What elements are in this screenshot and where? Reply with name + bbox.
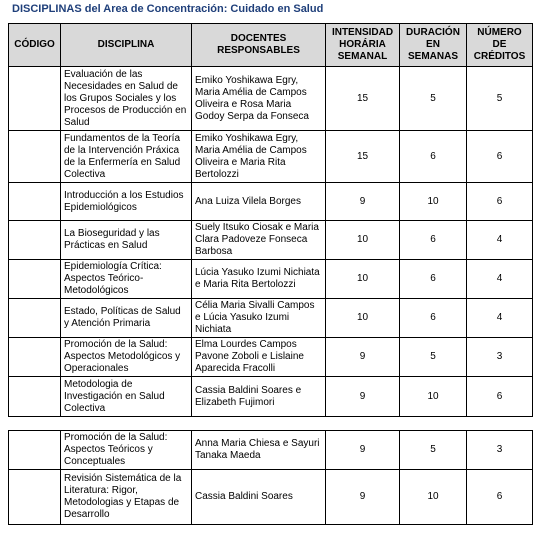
cell-duration: 5 xyxy=(400,67,467,131)
cell-discipline: Introducción a los Estudios Epidemiológicos xyxy=(61,183,192,221)
cell-teachers: Cassia Baldini Soares xyxy=(192,470,326,525)
cell-intensity: 9 xyxy=(326,470,400,525)
cell-duration: 6 xyxy=(400,221,467,260)
cell-teachers: Lúcia Yasuko Izumi Nichiata e Maria Rita Bertolozzi xyxy=(192,260,326,299)
table-row xyxy=(9,470,533,525)
cell-code xyxy=(9,377,61,417)
page-title: DISCIPLINAS del Area de Concentración: Cuidado en Salud xyxy=(12,3,324,15)
cell-code xyxy=(9,338,61,377)
cell-teachers: Célia Maria Sivalli Campos e Lúcia Yasuko Izumi Nichiata xyxy=(192,299,326,338)
header-teachers: DOCENTES RESPONSABLES xyxy=(192,24,326,67)
cell-teachers: Anna Maria Chiesa e Sayuri Tanaka Maeda xyxy=(192,431,326,470)
cell-discipline: La Bioseguridad y las Prácticas en Salud xyxy=(61,221,192,260)
cell-discipline: Promoción de la Salud: Aspectos Metodológicos y Operacionales xyxy=(61,338,192,377)
table-row xyxy=(9,431,533,470)
cell-teachers: Ana Luiza Vilela Borges xyxy=(192,183,326,221)
cell-intensity: 10 xyxy=(326,221,400,260)
cell-teachers: Emiko Yoshikawa Egry, Maria Amélia de Campos Oliveira e Rosa Maria Godoy Serpa da Fonseca xyxy=(192,67,326,131)
cell-code xyxy=(9,470,61,525)
cell-credits: 6 xyxy=(467,131,533,183)
cell-duration: 10 xyxy=(400,183,467,221)
table-row xyxy=(9,377,533,417)
cell-discipline: Promoción de la Salud: Aspectos Teóricos y Conceptuales xyxy=(61,431,192,470)
cell-duration: 10 xyxy=(400,377,467,417)
cell-discipline: Estado, Políticas de Salud y Atención Primaria xyxy=(61,299,192,338)
cell-credits: 3 xyxy=(467,431,533,470)
cell-code xyxy=(9,131,61,183)
cell-intensity: 10 xyxy=(326,299,400,338)
cell-duration: 6 xyxy=(400,260,467,299)
header-intensity: INTENSIDAD HORÁRIA SEMANAL xyxy=(326,24,400,67)
cell-intensity: 9 xyxy=(326,377,400,417)
table-row xyxy=(9,221,533,260)
cell-intensity: 9 xyxy=(326,338,400,377)
table-row xyxy=(9,338,533,377)
cell-discipline: Fundamentos de la Teoría de la Intervención Práxica de la Enfermería en Salud Colectiva xyxy=(61,131,192,183)
cell-intensity: 10 xyxy=(326,260,400,299)
cell-teachers: Cassia Baldini Soares e Elizabeth Fujimori xyxy=(192,377,326,417)
table-header-row xyxy=(9,24,533,67)
cell-discipline: Evaluación de las Necesidades en Salud de los Grupos Sociales y los Procesos de Producción en Salud xyxy=(61,67,192,131)
cell-duration: 6 xyxy=(400,131,467,183)
cell-code xyxy=(9,431,61,470)
cell-teachers: Elma Lourdes Campos Pavone Zoboli e Lislaine Aparecida Fracolli xyxy=(192,338,326,377)
cell-code xyxy=(9,221,61,260)
cell-teachers: Suely Itsuko Ciosak e Maria Clara Padoveze Fonseca Barbosa xyxy=(192,221,326,260)
cell-code xyxy=(9,260,61,299)
cell-teachers: Emiko Yoshikawa Egry, Maria Amélia de Campos Oliveira e Maria Rita Bertolozzi xyxy=(192,131,326,183)
cell-credits: 5 xyxy=(467,67,533,131)
cell-intensity: 9 xyxy=(326,183,400,221)
cell-discipline: Metodologia de Investigación en Salud Colectiva xyxy=(61,377,192,417)
cell-credits: 4 xyxy=(467,260,533,299)
disciplines-table-continued xyxy=(8,430,533,525)
table-row xyxy=(9,67,533,131)
cell-code xyxy=(9,67,61,131)
table-row xyxy=(9,260,533,299)
header-credits: NÚMERO DE CRÉDITOS xyxy=(467,24,533,67)
cell-intensity: 15 xyxy=(326,131,400,183)
table-row xyxy=(9,183,533,221)
cell-credits: 4 xyxy=(467,221,533,260)
header-code: CÓDIGO xyxy=(9,24,61,67)
table-row xyxy=(9,131,533,183)
cell-credits: 6 xyxy=(467,183,533,221)
cell-code xyxy=(9,183,61,221)
header-duration: DURACIÓN EN SEMANAS xyxy=(400,24,467,67)
cell-credits: 6 xyxy=(467,377,533,417)
table-row xyxy=(9,299,533,338)
cell-duration: 5 xyxy=(400,338,467,377)
cell-duration: 5 xyxy=(400,431,467,470)
cell-intensity: 15 xyxy=(326,67,400,131)
header-discipline: DISCIPLINA xyxy=(61,24,192,67)
cell-code xyxy=(9,299,61,338)
cell-credits: 3 xyxy=(467,338,533,377)
cell-duration: 6 xyxy=(400,299,467,338)
cell-duration: 10 xyxy=(400,470,467,525)
cell-intensity: 9 xyxy=(326,431,400,470)
cell-discipline: Revisión Sistemática de la Literatura: Rigor, Metodologias y Etapas de Desarrollo xyxy=(61,470,192,525)
cell-credits: 6 xyxy=(467,470,533,525)
disciplines-table xyxy=(8,23,533,417)
cell-discipline: Epidemiología Crítica: Aspectos Teórico-Metodológicos xyxy=(61,260,192,299)
cell-credits: 4 xyxy=(467,299,533,338)
